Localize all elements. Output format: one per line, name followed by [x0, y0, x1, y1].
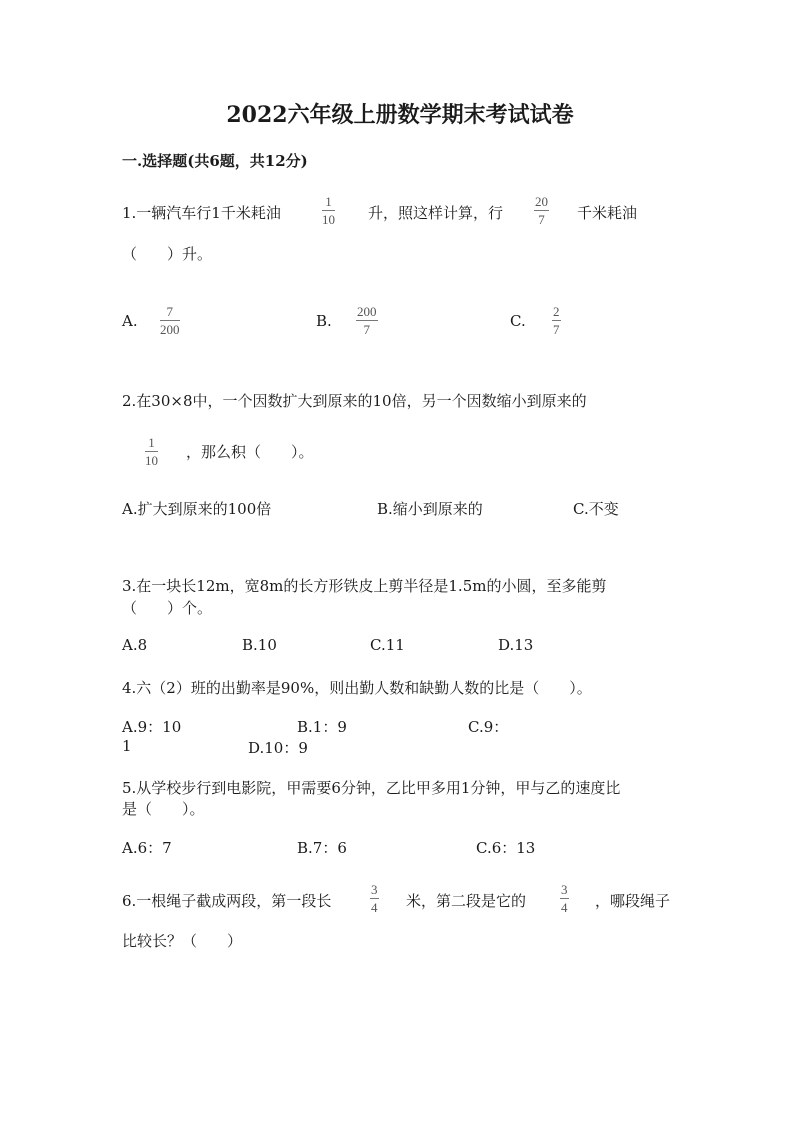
q2-option-c: C.不变	[573, 500, 619, 518]
q6-fraction-a	[370, 883, 379, 915]
q6-text-c: ，哪段绳子	[595, 892, 671, 910]
q6-frac-a-num: 3	[371, 882, 378, 897]
q3-line-2: （ ）个。	[122, 599, 213, 617]
q1-frac-a-den: 10	[322, 212, 335, 227]
q1-frac-b-den: 7	[538, 212, 545, 227]
exam-title: 2022六年级上册数学期末考试试卷	[226, 102, 574, 128]
q1-frac-b-num: 20	[535, 194, 548, 209]
q1-opt-b-den: 7	[363, 322, 370, 337]
q5-option-b: B.7：6	[297, 839, 347, 857]
q1-text-a: 1.一辆汽车行1千米耗油	[122, 204, 281, 222]
q6-text-a: 6.一根绳子截成两段，第一段长	[122, 892, 332, 910]
q2-frac-num: 1	[148, 435, 155, 450]
q2-frac-den: 10	[145, 453, 158, 468]
q1-option-c-fraction	[552, 305, 561, 337]
q3-option-c: C.11	[370, 636, 405, 654]
q3-line-1: 3.在一块长12m，宽8m的长方形铁皮上剪半径是1.5m的小圆，至多能剪	[122, 577, 607, 595]
q1-fraction-b	[534, 195, 549, 227]
q6-frac-b-den: 4	[561, 900, 568, 915]
q4-option-a: A.9：10	[122, 718, 182, 736]
q1-option-b-label: B.	[316, 312, 332, 330]
q1-opt-a-num: 7	[166, 304, 173, 319]
q6-frac-a-den: 4	[371, 900, 378, 915]
q6-text-b: 米，第二段是它的	[406, 892, 527, 910]
q1-option-a-label: A.	[122, 312, 138, 330]
q6-text-d: 比较长？（ ）	[122, 932, 243, 950]
q5-line-2: 是（ ）。	[122, 800, 205, 818]
q1-opt-c-den: 7	[553, 322, 560, 337]
q1-opt-c-num: 2	[553, 304, 560, 319]
q2-option-b: B.缩小到原来的	[377, 500, 483, 518]
q2-fraction	[145, 436, 158, 468]
q4-option-c: C.9：	[468, 718, 509, 736]
q5-option-a: A.6：7	[122, 839, 172, 857]
q2-text-a: 2.在30×8中，一个因数扩大到原来的10倍，另一个因数缩小到原来的	[122, 392, 587, 410]
q2-option-a: A.扩大到原来的100倍	[122, 500, 272, 518]
q1-text-b: 升，照这样计算，行	[368, 204, 504, 222]
q6-fraction-b	[560, 883, 569, 915]
q1-option-b-fraction	[356, 305, 378, 337]
q1-text-c: 千米耗油	[577, 204, 638, 222]
q3-option-a: A.8	[122, 636, 148, 654]
q1-frac-a-num: 1	[325, 194, 332, 209]
q6-frac-b-num: 3	[561, 882, 568, 897]
q1-text-d: （ ）升。	[122, 245, 213, 263]
q2-text-b: ，那么积（ ）。	[186, 443, 314, 461]
q5-option-c: C.6：13	[476, 839, 536, 857]
q4-option-c-continued: 1	[122, 737, 132, 755]
q1-fraction-a	[322, 195, 335, 227]
q1-option-c-label: C.	[510, 312, 526, 330]
q4-option-b: B.1：9	[297, 718, 347, 736]
q4-option-d: D.10：9	[248, 739, 308, 757]
q3-option-b: B.10	[242, 636, 277, 654]
q1-opt-b-num: 200	[357, 304, 377, 319]
q1-opt-a-den: 200	[160, 322, 180, 337]
q1-option-a-fraction	[160, 305, 180, 337]
section-heading: 一.选择题(共6题，共12分)	[122, 152, 308, 170]
q4-text: 4.六（2）班的出勤率是90%，则出勤人数和缺勤人数的比是（ ）。	[122, 679, 592, 697]
q3-option-d: D.13	[498, 636, 534, 654]
q5-line-1: 5.从学校步行到电影院，甲需要6分钟，乙比甲多用1分钟，甲与乙的速度比	[122, 779, 621, 797]
